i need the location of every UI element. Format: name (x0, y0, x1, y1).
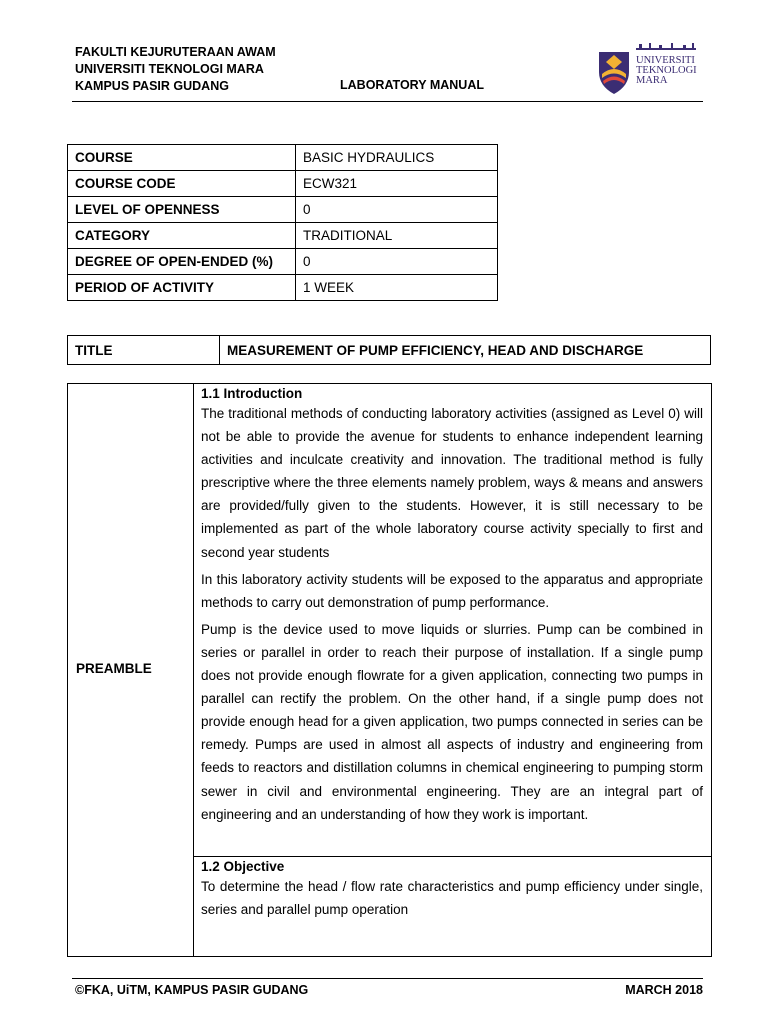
header-manual-title: LABORATORY MANUAL (340, 78, 484, 92)
objective-divider (193, 856, 711, 857)
table-row (68, 249, 498, 275)
title-table (67, 335, 711, 365)
introduction-section (201, 386, 703, 830)
info-key: COURSE (68, 145, 296, 171)
introduction-paragraph: The traditional methods of conducting laboratory activities (assigned as Level 0) will not be able to provide the avenue for students to enhance independent learning activities and inculcate creativity and innovation. The traditional method is fully prescriptive where the three elements namely problem, ways & means and answers are provided/fully given to the students. However, it is still necessary to be implemented as part of the whole laboratory course activity specially to first and second year students (201, 406, 703, 560)
table-row (68, 336, 711, 365)
title-key: TITLE (68, 336, 220, 365)
footer-copyright: ©FKA, UiTM, KAMPUS PASIR GUDANG (75, 983, 309, 997)
course-info-table (67, 144, 498, 301)
info-key: DEGREE OF OPEN-ENDED (%) (68, 249, 296, 275)
logo-wordmark: UNIVERSITI TEKNOLOGI MARA (636, 55, 697, 86)
table-row (68, 223, 498, 249)
objective-section (201, 859, 703, 921)
info-key: CATEGORY (68, 223, 296, 249)
info-key: LEVEL OF OPENNESS (68, 197, 296, 223)
introduction-paragraph: Pump is the device used to move liquids or slurries. Pump can be combined in series or parallel in order to reach their purpose of installation. If a single pump does not provide enough flowrate for a given application, connecting two pumps in parallel can rectify the problem. On the other hand, if a single pump does not provide enough head for a given application, two pumps connected in series can be remedy. Pumps are used in almost all aspects of industry and engineering from feeds to reactors and distillation columns in chemical engineering to pumping storm sewer in civil and environmental engineering. They are an integral part of engineering and an understanding of how they work is important. (201, 621, 703, 822)
info-value: 0 (296, 197, 498, 223)
faculty-header (75, 44, 276, 95)
footer-divider (72, 978, 703, 979)
crest-icon (599, 52, 629, 94)
header-university: UNIVERSITI TEKNOLOGI MARA (75, 62, 264, 76)
table-row (68, 171, 498, 197)
table-row (68, 197, 498, 223)
preamble-column-divider (193, 384, 194, 956)
info-value: 1 WEEK (296, 275, 498, 301)
table-row (68, 275, 498, 301)
objective-text: To determine the head / flow rate characteristics and pump efficiency under single, series and parallel pump operation (201, 879, 703, 918)
header-divider (72, 101, 703, 102)
preamble-table (67, 383, 712, 957)
footer-date: MARCH 2018 (625, 983, 703, 997)
info-value: 0 (296, 249, 498, 275)
header-faculty: FAKULTI KEJURUTERAAN AWAM (75, 45, 276, 59)
info-value: BASIC HYDRAULICS (296, 145, 498, 171)
preamble-label: PREAMBLE (76, 661, 152, 676)
header-campus: KAMPUS PASIR GUDANG (75, 79, 229, 93)
info-value: TRADITIONAL (296, 223, 498, 249)
introduction-paragraph: In this laboratory activity students will be exposed to the apparatus and appropriate methods to carry out demonstration of pump performance. (201, 571, 703, 610)
title-value: MEASUREMENT OF PUMP EFFICIENCY, HEAD AND DISCHARGE (220, 336, 711, 365)
objective-heading: 1.2 Objective (201, 859, 285, 874)
info-key: PERIOD OF ACTIVITY (68, 275, 296, 301)
info-value: ECW321 (296, 171, 498, 197)
table-row (68, 145, 498, 171)
info-key: COURSE CODE (68, 171, 296, 197)
jawi-script-icon (636, 43, 696, 50)
introduction-heading: 1.1 Introduction (201, 386, 303, 401)
